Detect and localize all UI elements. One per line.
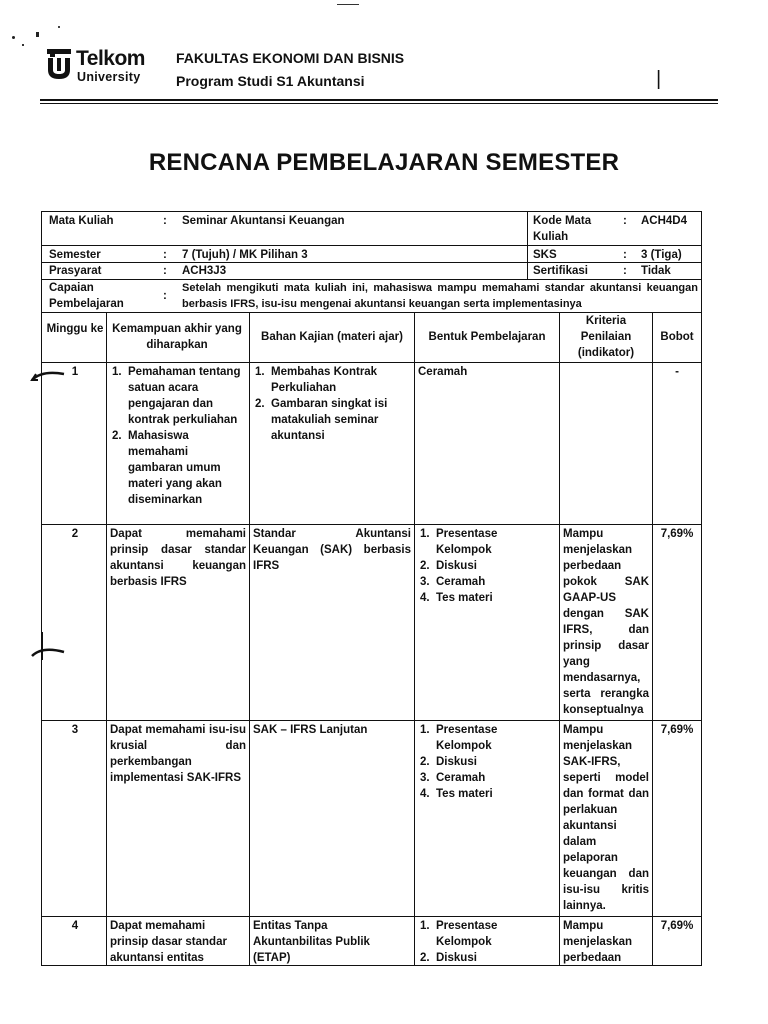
sep: : [163, 265, 167, 277]
row1-bobot: - [675, 366, 679, 378]
list-number: 2. [255, 398, 265, 410]
list-text: Diskusi [436, 756, 477, 768]
value-capaian: Setelah mengikuti mata kuliah ini, mahasiswa mampu memahami standar akuntansi keuangan berbasis IFRS, isu-isu mengenai akuntansi keuangan serta implementasinya [182, 282, 698, 310]
list-number: 2. [420, 560, 430, 572]
sep: : [163, 290, 167, 302]
row-divider [41, 720, 702, 721]
value-kode: ACH4D4 [641, 215, 688, 227]
value-sertifikasi: Tidak [641, 265, 671, 277]
scan-speck [58, 26, 60, 28]
list-number: 1. [420, 528, 430, 540]
col-divider [652, 312, 653, 966]
list-text: Presentase Kelompok [436, 724, 498, 752]
row1-bahan-list [251, 364, 409, 444]
faculty-name: FAKULTAS EKONOMI DAN BISNIS [176, 50, 405, 66]
list-text: Presentase Kelompok [436, 528, 498, 556]
row-divider [41, 245, 702, 246]
sep: : [623, 249, 627, 261]
value-prasyarat: ACH3J3 [182, 265, 227, 277]
row3-kemampuan: Dapat memahami isu-isu krusial dan perkembangan implementasi SAK-IFRS [110, 724, 246, 784]
header-rule-thin [40, 103, 718, 104]
col-divider [414, 312, 415, 966]
list-number: 2. [420, 756, 430, 768]
scan-speck [12, 36, 15, 39]
row4-minggu: 4 [71, 920, 79, 932]
value-mata-kuliah: Seminar Akuntansi Keuangan [182, 215, 345, 227]
page-mark: | [656, 68, 662, 90]
list-item [108, 428, 246, 508]
sep: : [623, 215, 627, 227]
list-item [416, 754, 556, 770]
list-number: 2. [420, 952, 430, 964]
row2-kriteria: Mampu menjelaskan perbedaan pokok SAK GAAP-US dengan SAK IFRS, dan prinsip dasar yang mendasarnya, serta rerangka konseptualnya [563, 528, 649, 716]
label-mata-kuliah: Mata Kuliah [49, 215, 114, 227]
document-title: RENCANA PEMBELAJARAN SEMESTER [148, 149, 620, 176]
list-number: 3. [420, 576, 430, 588]
label-kode-mata-kuliah: Kode Mata Kuliah [533, 215, 592, 243]
label-sertifikasi: Sertifikasi [533, 265, 588, 277]
list-item [416, 590, 556, 606]
row-divider [41, 262, 702, 263]
list-item [416, 786, 556, 802]
list-item [251, 396, 409, 444]
col-divider [527, 211, 528, 279]
list-number: 3. [420, 772, 430, 784]
header-bahan: Bahan Kajian (materi ajar) [261, 331, 403, 343]
sep: : [623, 265, 627, 277]
list-item [416, 770, 556, 786]
row4-bentuk-list [416, 918, 556, 966]
row1-minggu: 1 [71, 366, 79, 378]
list-number: 4. [420, 592, 430, 604]
program-name: Program Studi S1 Akuntansi [176, 73, 365, 89]
sep: : [163, 215, 167, 227]
row3-bahan: SAK – IFRS Lanjutan [253, 724, 368, 736]
list-item [416, 722, 556, 754]
logo-subtitle: University [77, 70, 141, 84]
list-text: Mahasiswa memahami gambaran umum materi yang akan diseminarkan [128, 430, 222, 506]
list-item [416, 950, 556, 966]
row2-bahan: Standar Akuntansi Keuangan (SAK) berbasis IFRS [253, 528, 411, 572]
row1-bentuk: Ceramah [418, 366, 468, 378]
sep: : [163, 249, 167, 261]
row-divider [41, 916, 702, 917]
list-item [251, 364, 409, 396]
row-divider [41, 524, 702, 525]
header-rule [40, 99, 718, 101]
row3-bentuk-list [416, 722, 556, 802]
list-text: Diskusi [436, 560, 477, 572]
label-capaian: Capaian Pembelajaran [49, 282, 124, 310]
col-divider [249, 312, 250, 966]
logo-brand: Telkom [76, 47, 145, 70]
telkom-university-logo [46, 46, 166, 86]
row2-kemampuan: Dapat memahami prinsip dasar standar akuntansi keuangan berbasis IFRS [110, 528, 246, 588]
list-item [416, 574, 556, 590]
list-item [108, 364, 246, 428]
header-bobot: Bobot [660, 331, 694, 343]
scan-speck [22, 44, 24, 46]
list-item [416, 558, 556, 574]
scan-speck [337, 4, 359, 5]
label-sks: SKS [533, 249, 557, 261]
telkom-logo-icon [46, 48, 72, 80]
row1-kemampuan-list [108, 364, 246, 508]
list-text: Pemahaman tentang satuan acara pengajaran dan kontrak perkuliahan [128, 366, 241, 426]
list-text: Tes materi [436, 592, 493, 604]
row4-bobot: 7,69% [660, 920, 694, 932]
col-divider [559, 312, 560, 966]
row4-kriteria: Mampu menjelaskan perbedaan [563, 920, 633, 964]
list-item [416, 526, 556, 558]
header-kriteria: Kriteria Penilaian (indikator) [577, 315, 635, 359]
scan-speck [36, 32, 39, 37]
row2-minggu: 2 [71, 528, 79, 540]
row-divider [41, 362, 702, 363]
header-minggu: Minggu ke [46, 323, 104, 335]
header-bentuk: Bentuk Pembelajaran [428, 331, 546, 343]
list-text: Ceramah [436, 576, 486, 588]
list-item [416, 918, 556, 950]
col-divider [106, 312, 107, 966]
list-number: 1. [112, 366, 122, 378]
list-number: 1. [255, 366, 265, 378]
list-number: 2. [112, 430, 122, 442]
header-kemampuan: Kemampuan akhir yang diharapkan [112, 323, 242, 351]
row3-kriteria: Mampu menjelaskan SAK-IFRS, seperti model dan format dan perlakuan akuntansi dalam pelaporan keuangan dan isu-isu kritis lainnya. [563, 724, 649, 912]
list-number: 1. [420, 724, 430, 736]
list-text: Gambaran singkat isi matakuliah seminar akuntansi [271, 398, 388, 442]
row4-bahan: Entitas Tanpa Akuntanbilitas Publik (ETAP) [253, 920, 370, 964]
value-semester: 7 (Tujuh) / MK Pilihan 3 [182, 249, 308, 261]
label-semester: Semester [49, 249, 101, 261]
list-number: 1. [420, 920, 430, 932]
list-text: Presentase Kelompok [436, 920, 498, 948]
list-text: Tes materi [436, 788, 493, 800]
label-prasyarat: Prasyarat [49, 265, 102, 277]
row3-bobot: 7,69% [660, 724, 694, 736]
list-text: Diskusi [436, 952, 477, 964]
value-sks: 3 (Tiga) [641, 249, 682, 261]
list-text: Ceramah [436, 772, 486, 784]
row2-bentuk-list [416, 526, 556, 606]
row3-minggu: 3 [71, 724, 79, 736]
row4-kemampuan: Dapat memahami prinsip dasar standar akuntansi entitas [110, 920, 227, 964]
list-text: Membahas Kontrak Perkuliahan [271, 366, 378, 394]
row2-bobot: 7,69% [660, 528, 694, 540]
list-number: 4. [420, 788, 430, 800]
